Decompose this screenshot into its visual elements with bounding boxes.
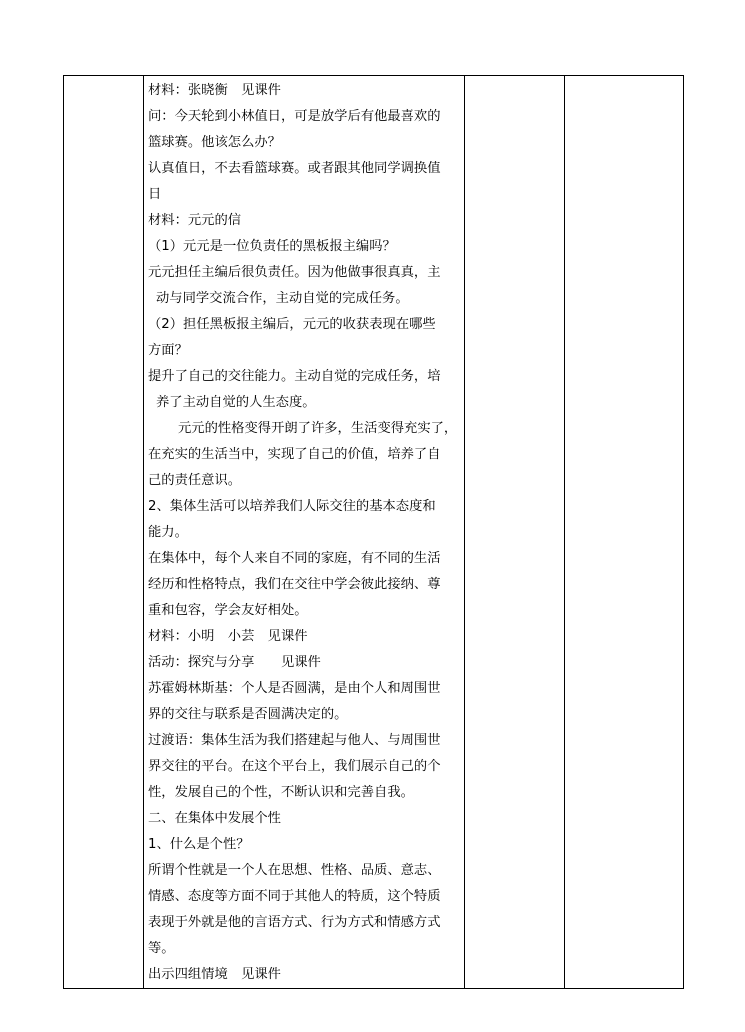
table-row xyxy=(64,76,684,989)
text-line: 元元担任主编后很负责任。因为他做事很真真，主 xyxy=(148,265,441,280)
text-line: 1、什么是个性？ xyxy=(148,837,250,852)
text-line: 界的交往与联系是否圆满决定的。 xyxy=(148,707,348,722)
text-line: 情感、态度等方面不同于其他人的特质，这个特质 xyxy=(148,889,441,904)
text-line: 出示四组情境 见课件 xyxy=(148,967,281,982)
empty-cell-left xyxy=(64,76,144,989)
text-line: 过渡语：集体生活为我们搭建起与他人、与周围世 xyxy=(148,733,441,748)
text-line: （2）担任黑板报主编后，元元的收获表现在哪些 xyxy=(148,317,436,332)
lesson-table xyxy=(63,75,684,989)
text-line: 能力。 xyxy=(148,525,188,540)
text-line: 问：今天轮到小林值日，可是放学后有他最喜欢的 xyxy=(148,109,441,124)
text-line: 表现于外就是他的言语方式、行为方式和情感方式 xyxy=(148,915,441,930)
text-line: 动与同学交流合作，主动自觉的完成任务。 xyxy=(156,291,409,306)
text-line: 所谓个性就是一个人在思想、性格、品质、意志、 xyxy=(148,863,441,878)
text-line: 2、集体生活可以培养我们人际交往的基本态度和 xyxy=(148,499,436,514)
text-line: 等。 xyxy=(148,941,175,956)
text-line: 日 xyxy=(148,187,162,202)
empty-cell-middle xyxy=(465,76,565,989)
content-cell xyxy=(144,76,465,989)
text-line: 在集体中，每个人来自不同的家庭，有不同的生活 xyxy=(148,551,441,566)
empty-cell-right xyxy=(565,76,684,989)
text-line: 元元的性格变得开朗了许多，生活变得充实了， xyxy=(178,421,458,436)
text-line: 己的责任意识。 xyxy=(148,473,242,488)
text-line: 性，发展自己的个性，不断认识和完善自我。 xyxy=(148,785,414,800)
text-line: 养了主动自觉的人生态度。 xyxy=(156,395,316,410)
text-line: 界交往的平台。在这个平台上，我们展示自己的个 xyxy=(148,759,441,774)
text-line: 活动：探究与分享 见课件 xyxy=(148,655,321,670)
text-line: 材料：元元的信 xyxy=(148,213,242,228)
text-line: 材料：小明 小芸 见课件 xyxy=(148,629,308,644)
text-line: 材料：张晓衡 见课件 xyxy=(148,83,281,98)
text-line: 在充实的生活当中，实现了自己的价值，培养了自 xyxy=(148,447,441,462)
text-line: 方面？ xyxy=(148,343,188,358)
text-line: 苏霍姆林斯基：个人是否圆满，是由个人和周围世 xyxy=(148,681,441,696)
text-line: 篮球赛。他该怎么办？ xyxy=(148,135,281,150)
text-line: 重和包容，学会友好相处。 xyxy=(148,603,308,618)
content-text xyxy=(144,76,464,988)
text-line: 提升了自己的交往能力。主动自觉的完成任务，培 xyxy=(148,369,441,384)
text-line: 经历和性格特点，我们在交往中学会彼此接纳、尊 xyxy=(148,577,441,592)
text-line: （1）元元是一位负责任的黑板报主编吗？ xyxy=(148,239,396,254)
text-line: 认真值日，不去看篮球赛。或者跟其他同学调换值 xyxy=(148,161,441,176)
text-line: 二、在集体中发展个性 xyxy=(148,811,281,826)
